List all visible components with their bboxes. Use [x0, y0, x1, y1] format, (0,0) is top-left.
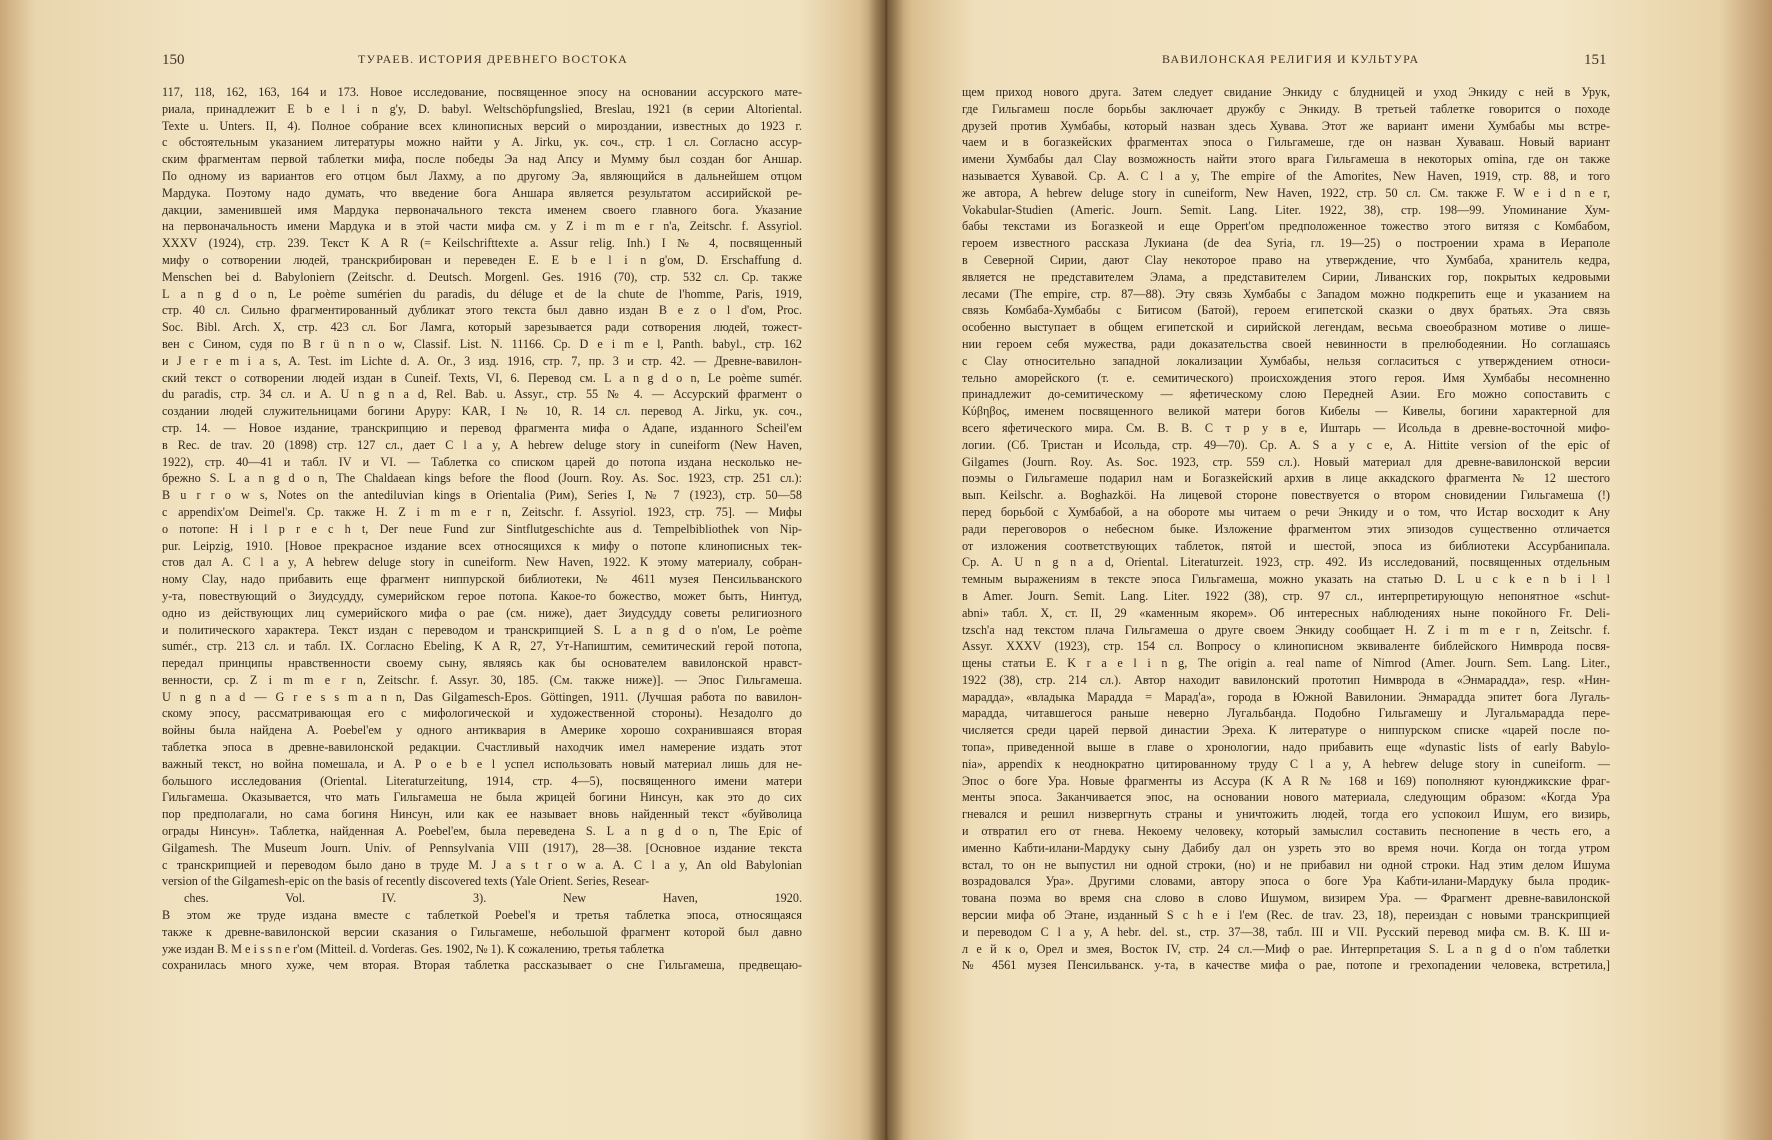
text-line: и J e r e m i a s, A. Test. im Lichte d. A. Or., 3 изд. 1916, стр. 7, пр. 3 и стр. 42. — Древне-вавилон- [162, 353, 802, 368]
text-line: возрадовался Ура». Другими словами, автору эпоса о боге Ура Кабти-илани-Мардуку была продик- [962, 874, 1610, 889]
text-line: с appendix'ом Deimel'я. Ср. также H. Z i m m e r n, Zeitschr. f. Assyriol. 1923, стр. 75]. — Мифы [162, 504, 802, 519]
text-line: большого исследования (Oriental. Literaturzeitung, 1914, стр. 4—5), посвященного имени матери [162, 773, 802, 788]
text-line: создании людей служительницами богини Аруру: KAR, I № 10, R. 14 сл. перевод A. Jirku, ук. соч., [162, 404, 802, 419]
text-line: гневался и решил низвергнуть страны и уничтожить людей, тогда его успокоил Ишум, его визирь, [962, 807, 1610, 822]
text-line: Эпос о боге Ура. Новые фрагменты из Ассура (K A R № 168 и 169) пополняют куюнджикские фраг- [962, 773, 1610, 788]
right-running-head: ВАВИЛОНСКАЯ РЕЛИГИЯ И КУЛЬТУРА [1162, 52, 1420, 66]
text-line: принадлежит до-семитическому — яфетическому слою Передней Азии. Его можно сопоставить с [962, 387, 1610, 402]
text-line: По одному из вариантов его отцом был Лахму, а по другому Эа, являющийся в дальнейшем отцом [162, 168, 802, 183]
text-line: tzsch'а над текстом плача Гильгамеша о друге своем Энкиду сообщает H. Z i m m e r n, Zeitschr. f. [962, 622, 1610, 637]
left-running-head: ТУРАЕВ. ИСТОРИЯ ДРЕВНЕГО ВОСТОКА [358, 52, 629, 66]
text-line: с транскрипцией и переводом было дано в труде M. J a s t r o w a. A. C l a y, An old Babylonian [162, 857, 802, 872]
right-page [886, 0, 1772, 1140]
text-line: всего яфетического мира. См. В. В. С т р у в е, Иштарь — Исольда в древне-восточной мифо- [962, 420, 1610, 435]
left-page-number: 150 [162, 52, 185, 68]
text-line: риала, принадлежит E b e l i n g'y, D. babyl. Weltschöpfungslied, Breslau, 1921 (в серии Altoriental. [162, 101, 802, 116]
text-line: Мардука. Поэтому надо думать, что введение бога Аншара является результатом ассирийской ре- [162, 185, 802, 200]
text-line: XXXV (1924), стр. 239. Текст K A R (= Keilschrifttexte a. Assur relig. Inh.) I № 4, посвященный [162, 236, 802, 251]
text-line: с обстоятельным указанием литературы можно найти у A. Jirku, ук. соч., стр. 1 сл. Согласно ассур- [162, 135, 802, 150]
text-line: стов дал A. C l a y, A hebrew deluge story in cuneiform. New Haven, 1922. К этому материалу, собран- [162, 555, 802, 570]
text-line: в Rec. de trav. 20 (1898) стр. 127 сл., дает C l a y, A hebrew deluge story in cuneiform (New Haven, [162, 437, 802, 452]
text-line: и переводом C l a y, A hebr. del. st., стр. 37—38, табл. III и VII. Русский перевод мифа см. В. К. Ш и- [962, 924, 1610, 939]
text-line: ограды Нинсун». Таблетка, найденная A. Poebel'ем, была переведена S. L a n g d o n, The Epic of [162, 824, 802, 839]
text-line: 1922), стр. 40—41 и табл. IV и VI. — Таблетка со списком царей до потопа издана несколько не- [162, 454, 802, 469]
text-line: B u r r o w s, Notes on the antediluvian kings в Orientalia (Рим), Series I, № 7 (1923), стр. 50—58 [162, 488, 802, 503]
text-line: встал, то он не выпустил ни одной строки, (но) и не прибавил ни одной строки. Над этим делом Ишума [962, 857, 1610, 872]
text-line: связь Комбаба-Хумбабы с Битисом (Батой), героем египетской сказки о двух братьях. Эта связь [962, 303, 1610, 318]
text-line: числяется среди царей первой династии Эреха. К литературе о ниппурском списке «царей после по- [962, 723, 1610, 738]
text-line: нии героем себя мужества, ради доказательства своей невинности в прелюбодеянии. Но соглашаясь [962, 336, 1610, 351]
text-line: мифу о сотворении людей, транскрибирован и переведен E. E b e l i n g'ом, D. Erschaffung d. [162, 252, 802, 267]
text-line: передал принципы нравственности своему сыну, являясь как бы основателем вавилонской нравст- [162, 656, 802, 671]
text-line: Gilgames (Journ. Roy. As. Soc. 1923, стр. 559 сл.). Новый материал для древне-вавилонской версии [962, 454, 1610, 469]
text-line: с Clay относительно западной локализации Хумбабы, нельзя согласиться с утверждением относи- [962, 353, 1610, 368]
text-line: темным выражениям в тексте эпоса Гильгамеша, можно указать на статью D. L u c k e n b i l l [962, 572, 1610, 587]
text-line: о потопе: H i l p r e c h t, Der neue Fund zur Sintflutgeschichte aus d. Tempelbibliothek von Nip- [162, 521, 802, 536]
text-line: L a n g d o n, Le poème sumérien du paradis, du déluge et de la chute de l'homme, Paris, 1919, [162, 286, 802, 301]
text-line: ches. Vol. IV. 3). New Haven, 1920. [184, 891, 802, 906]
text-line: Soc. Bibl. Arch. X, стр. 423 сл. Бог Ламга, который зарезывается ради сотворения людей, тожест- [162, 320, 802, 335]
text-line: ский текст о сотворении людей издан в Cuneif. Texts, VI, 6. Перевод см. L a n g d o n, Le poème sumér. [162, 370, 802, 385]
text-line: войны была найдена A. Poebel'ем у одного антиквария в Америке хорошо сохранившаяся вторая [162, 723, 802, 738]
text-line: ному Clay, надо прибавить еще фрагмент ниппурской библиотеки, № 4611 музея Пенсильванского [162, 572, 802, 587]
text-line: является не представителем Элама, а представителем Сирии, Ливанских гор, покрытых кедровыми [962, 269, 1610, 284]
text-line: имени Хумбабы дал Clay возможность найти этого врага Гильгамеша в некоторых omina, где он также [962, 152, 1610, 167]
text-line: версии мифа об Этане, изданный S c h e i l'ем (Rec. de trav. 23, 18), переиздан с новыми транскрипцией [962, 908, 1610, 923]
text-line: в Северной Сирии, дают Clay некоторое право на утверждение, что Хумбаба, хранитель кедра, [962, 252, 1610, 267]
text-line: Gilgamesh. The Museum Journ. Univ. of Pennsylvania VIII (1917), 28—38. [Основное издание текста [162, 840, 802, 855]
text-line: вып. Keilschr. a. Boghazköi. На лицевой стороне повествуется о втором сновидении Гильгамеша (!) [962, 488, 1610, 503]
text-line: от изложения соответствующих таблеток, пятой и шестой, эпоса из библиотеки Ассурбанипала. [962, 538, 1610, 553]
text-line: вен с Сином, судя по B r ü n n o w, Classif. List. N. 11166. Ср. D e i m e l, Panth. babyl., стр. 162 [162, 336, 802, 351]
text-line: nia», appendix к неоднократно цитированному труду C l a y, A hebrew deluge story in cuneiform. — [962, 756, 1610, 771]
text-line: называется Хувавой. Ср. A. C l a y, The empire of the Amorites, New Haven, 1919, стр. 88, и того [962, 168, 1610, 183]
left-page-text [162, 84, 802, 974]
text-line: таблетка эпоса в древне-вавилонской редакции. Счастливый находчик имел намерение издать этот [162, 740, 802, 755]
text-line: венности, ср. Z i m m e r n, Zeitschr. f. Assyr. 30, 185. (См. также ниже)]. — Эпос Гильгамеша. [162, 672, 802, 687]
text-line: чаем и в богазкейских фрагментах эпоса о Гильгамеше, где он назван Хуваваш. Новый вариант [962, 135, 1610, 150]
text-line: где Гильгамеш после борьбы заключает дружбу с Энкиду. В третьей таблетке говорится о походе [962, 101, 1610, 116]
text-line: abni» табл. X, ст. II, 29 «каменным якорем». Об интересных наблюдениях ныне покойного Fr. Deli- [962, 605, 1610, 620]
text-line: version of the Gilgamesh-epic on the basis of recently discovered texts (Yale Orient. Series, Resear- [162, 874, 650, 889]
text-line: одно из действующих лиц сумерийского мифа о рае (см. ниже), дает Зиудсудду советы религиозного [162, 605, 802, 620]
text-line: № 4561 музея Пенсильванск. у-та, в качестве мифа о рае, потопе и грехопадении человека, встретила,] [962, 958, 1610, 973]
text-line: тельно аморейского (т. е. семитического) происхождения этого героя. Имя Хумбабы несомненно [962, 370, 1610, 385]
text-line: щены статьи E. K r a e l i n g, The origin a. real name of Nimrod (Amer. Journ. Sem. Lang. Liter., [962, 656, 1610, 671]
text-line: сохранилась много хуже, чем вторая. Вторая таблетка рассказывает о сне Гильгамеша, предвещаю- [162, 958, 802, 973]
text-line: стр. 14. — Новое издание, транскрипцию и перевод фрагмента мифа о Адапе, изданного Scheil'ем [162, 420, 802, 435]
text-line: скому эпосу, рассматривающая его с мифологической и художественной стороны). Незадолго до [162, 706, 802, 721]
text-line: стр. 40 сл. Сильно фрагментированный дубликат этого текста был давно издан B e z o l d'ом, Proc. [162, 303, 802, 318]
text-line: логии. (Сб. Тристан и Исольда, стр. 49—70). Ср. A. S a y c e, A. Hittite version of the epic of [962, 437, 1610, 452]
text-line: также к древне-вавилонской версии сказания о Гильгамеше, небольшой фрагмент которой был давно [162, 924, 802, 939]
text-line: du paradis, стр. 34 сл. и A. U n g n a d, Rel. Bab. u. Assyr., стр. 55 № 4. — Ассурский фрагмент о [162, 387, 802, 402]
text-line: тована поэма во время сна слово в слово Ишумом, визирем Ура. — Фрагмент древне-вавилонской [962, 891, 1610, 906]
text-line: Menschen bei d. Babyloniern (Zeitschr. d. Deutsch. Morgenl. Ges. 1916 (70), стр. 532 сл. Ср. также [162, 269, 802, 284]
text-line: Гильгамеша. Оказывается, что мать Гильгамеша не была жрицей богини Нинсун, как это до сих [162, 790, 802, 805]
text-line: у-та, повествующий о Зиудсудду, сумерийском герое потопа. Какое-то божество, может быть, Нинтуд, [162, 588, 802, 603]
text-line: именно Кабти-илани-Мардуку сыну Дабибу дал он узреть это во время ночи. Когда он тогда утром [962, 840, 1610, 855]
text-line: героем известного рассказа Лукиана (de dea Syria, гл. 19—25) о построении храма в Иераполе [962, 236, 1610, 251]
text-line: и отвратил его от гнева. Некоему человеку, который замыслил составить песнопение в честь его, а [962, 824, 1610, 839]
text-line: особенно выступает в общем египетской и сирийской легендам, весьма своеобразном мотиве о лише- [962, 320, 1610, 335]
text-line: на первоначальность имени Мардука и в этой части мифа см. у Z i m m e r n'a, Zeitschr. f. Assyriol. [162, 219, 802, 234]
text-line: уже издан B. M e i s s n e r'ом (Mitteil. d. Vorderas. Ges. 1902, № 1). К сожалению, третья таблетка [162, 941, 665, 956]
text-line: друзей против Хумбабы, который назван здесь Хувава. Этот же вариант имени Хумбабы мы встре- [962, 118, 1610, 133]
text-line: л е й к о, Орел и змея, Восток IV, стр. 24 сл.—Миф о рае. Интерпретация S. L a n g d o n'ом таблетки [962, 941, 1610, 956]
text-line: в Amer. Journ. Semit. Lang. Liter. 1922 (38), стр. 97 сл., интерпретирующую непонятное «schut- [962, 588, 1610, 603]
text-line: Texte u. Unters. II, 4). Полное собрание всех клинописных версий о мироздании, известных до 1923 г. [162, 118, 802, 133]
text-line: Assyr. XXXV (1923), стр. 154 сл. Вопросу о клинописном эквиваленте библейского Нимврода посвя- [962, 639, 1610, 654]
text-line: и политического характера. Текст издан с переводом и транскрипцией S. L a n g d o n'ом, Le poème [162, 622, 802, 637]
text-line: брежно S. L a n g d o n, The Chaldaean kings before the flood (Journ. Roy. As. Soc. 1923, стр. 251 сл.): [162, 471, 802, 486]
right-page-number: 151 [1584, 52, 1607, 68]
text-line: Κύβηβος, именем посвященного великой матери богов Кибелы — Кивелы, богини характерной для [962, 404, 1610, 419]
text-line: менты эпоса. Заканчивается эпос, на основании нового материала, следующим образом: «Когда Ура [962, 790, 1610, 805]
right-page-text [962, 84, 1610, 974]
text-line: pur. Leipzig, 1910. [Новое прекрасное издание всех относящихся к мифу о потопе клинописных тек- [162, 538, 802, 553]
text-line: пор предполагали, но сама богиня Нинсун, или как ее называет вновь найденный текст «буйволица [162, 807, 802, 822]
text-line: Vokabular-Studien (Americ. Journ. Semit. Lang. Liter. 1922, 38), стр. 198—99. Упоминание Хум- [962, 202, 1610, 217]
text-line: щем приход нового друга. Затем следует свидание Энкиду с блудницей и уход Энкиду с ней в Урук, [962, 85, 1610, 99]
text-line: важный текст, но война помешала, и A. P o e b e l успел использовать новый материал лишь для не- [162, 756, 802, 771]
text-line: дакции, заменившей имя Мардука первоначального текста именем своего главного бога. Указание [162, 202, 802, 217]
text-line: ради переговоров о небесном быке. Изложение фрагментом этих эпизодов существенно отличается [962, 521, 1610, 536]
text-line: U n g n a d — G r e s s m a n n, Das Gilgamesch-Epos. Göttingen, 1911. (Лучшая работа по вавилон- [162, 689, 802, 704]
text-line: же автора, A hebrew deluge story in cuneiform, New Haven, 1922, стр. 50 сл. См. также F. W e i d n e r, [962, 185, 1610, 200]
text-line: 117, 118, 162, 163, 164 и 173. Новое исследование, посвященное эпосу на основании ассурского мате- [162, 85, 802, 99]
text-line: лесами (The empire, стр. 87—88). Эту связь Хумбабы с Западом можно подкрепить еще и указанием на [962, 286, 1610, 301]
text-line: марадда», «владыка Марадда = Марад'а», города в Южной Вавилонии. Энмарадда эпитет бога Лугаль- [962, 689, 1610, 704]
text-line: топа», приведенной выше в главе о хронологии, надо прибавить еще «dynastic lists of early Babylo- [962, 740, 1610, 755]
text-line: бабы текстами из Богазкеой и еще Oppert'ом предположенное тожество этого витязя с Комбабом, [962, 219, 1610, 234]
text-line: поэмы о Гильгамеше подарил нам и Богазкейский архив в лице аккадского фрагмента № 12 шестого [962, 471, 1610, 486]
text-line: В этом же труде издана вместе с таблеткой Poebel'я и третья таблетка эпоса, относящаяся [162, 908, 802, 923]
text-line: ским фрагментам первой таблетки мифа, после победы Эа над Апсу и Мумму был создан бог Аншар. [162, 152, 802, 167]
text-line: 1922 (38), стр. 214 сл.). Автор находит вавилонский прототип Нимврода в «Энмарадда», resp. «Нин- [962, 672, 1610, 687]
text-line: Ср. A. U n g n a d, Oriental. Literaturzeit. 1923, стр. 492. Из исследований, посвященных отдельным [962, 555, 1610, 570]
text-line: марадда, читавшегося раньше неверно Лугальбанда. Подобно Гильгамешу и Лугальмарадда пере- [962, 706, 1610, 721]
text-line: sumér., стр. 213 сл. и табл. IX. Согласно Ebeling, K A R, 27, Ут-Напиштим, семитический герой потопа, [162, 639, 802, 654]
text-line: перед борьбой с Хумбабой, а на обороте мы читаем о речи Энкиду и о том, что Истар восходит к Ану [962, 504, 1610, 519]
